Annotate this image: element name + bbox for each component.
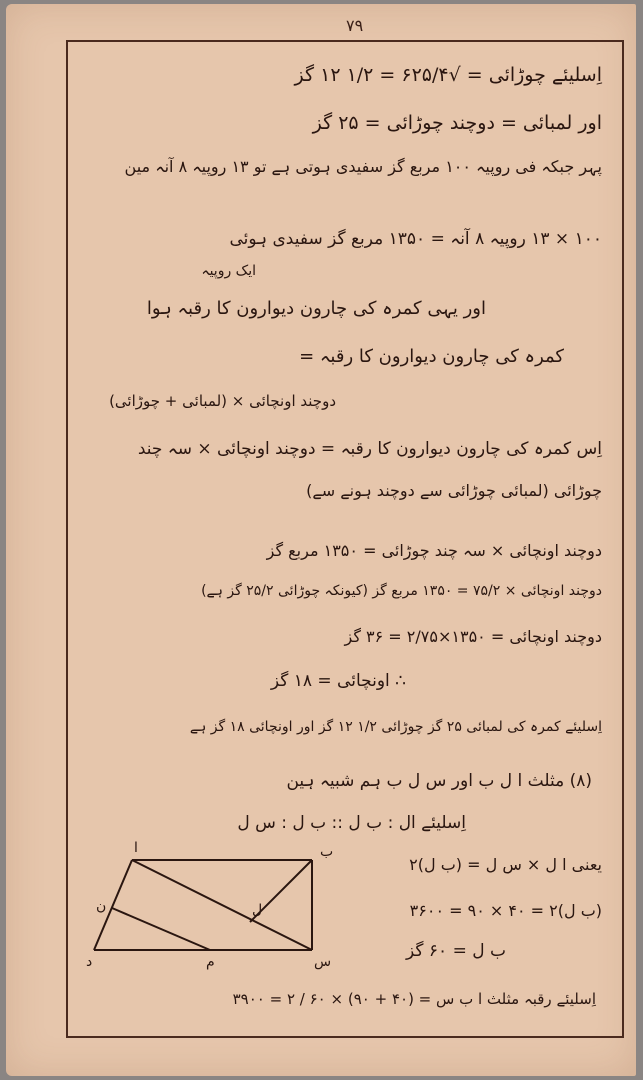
- page-number: ۷۹: [346, 16, 364, 35]
- line-20: ب ل = ۶۰ گز: [406, 941, 506, 961]
- figure-label-lam: ل: [252, 902, 263, 918]
- line-8: دوچند اونچائی × (لمبائی + چوڑائی): [109, 392, 336, 410]
- line-19: (ب ل)۲ = ۴۰ × ۹۰ = ۳۶۰۰: [409, 901, 602, 920]
- figure-label-be: ب: [320, 844, 334, 860]
- line-1: اِسلیئے چوڑائی = √۶۲۵/۴ = ۱/۲ ۱۲ گز: [294, 64, 602, 86]
- line-5: ایک روپیہ: [201, 263, 256, 279]
- line-3: پہر جبکہ فی روپیہ ۱۰۰ مربع گز سفیدی ہوتی ہے تو ۱۳ روپیہ ۸ آنہ مین: [124, 157, 602, 176]
- figure-label-meem: م: [206, 954, 215, 970]
- line-21: اِسلیئے رقبہ مثلث ا ب س = (۴۰ + ۹۰) × ۶۰ / ۲ = ۳۹۰۰: [232, 990, 596, 1008]
- line-4: ۱۰۰ × ۱۳ روپیہ ۸ آنہ = ۱۳۵۰ مربع گز سفیدی ہوئی: [229, 229, 602, 249]
- line-10: چوڑائی (لمبائی چوڑائی سے دوچند ہونے سے): [306, 481, 602, 500]
- line-9: اِس کمرہ کی چارون دیوارون کا رقبہ = دوچند اونچائی × سہ چند: [137, 439, 602, 459]
- line-13: دوچند اونچائی = ۱۳۵۰×۲/۷۵ = ۳۶ گز: [344, 627, 602, 646]
- book-page: [6, 4, 636, 1076]
- line-7: کمرہ کی چارون دیوارون کا رقبہ =: [299, 346, 564, 367]
- figure-label-alif: ا: [134, 840, 138, 856]
- line-11: دوچند اونچائی × سہ چند چوڑائی = ۱۳۵۰ مربع گز: [266, 541, 602, 560]
- line-12: دوچند اونچائی × ۷۵/۲ = ۱۳۵۰ مربع گز (کیونکہ چوڑائی ۲۵/۲ گز ہے): [201, 583, 602, 599]
- figure-label-seen: س: [314, 954, 332, 970]
- line-16: (۸) مثلث ا ل ب اور س ل ب ہم شبیہ ہین: [286, 771, 592, 791]
- line-18: یعنی ا ل × س ل = (ب ل)۲: [409, 855, 602, 874]
- line-6: اور یہی کمرہ کی چارون دیوارون کا رقبہ ہوا: [146, 298, 486, 319]
- geometry-figure: [82, 838, 342, 978]
- line-14: ∴ اونچائی = ۱۸ گز: [270, 671, 406, 691]
- line-15: اِسلیئے کمرہ کی لمبائی ۲۵ گز چوڑائی ۱/۲ ۱۲ گز اور اونچائی ۱۸ گز ہے: [189, 719, 602, 735]
- line-2: اور لمبائی = دوچند چوڑائی = ۲۵ گز: [312, 112, 602, 134]
- line-17: اِسلیئے ال : ب ل :: ب ل : س ل: [237, 813, 466, 833]
- figure-label-noon: ن: [96, 898, 107, 914]
- figure-label-dal: د: [86, 954, 93, 970]
